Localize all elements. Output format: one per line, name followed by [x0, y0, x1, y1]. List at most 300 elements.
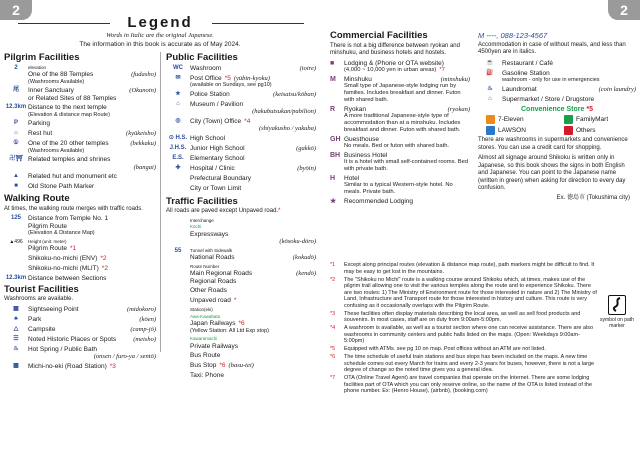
lodging-desc-text: Similar to a typical Western-style hotel. No meals. Private bath. [344, 182, 453, 196]
traffic-row [166, 352, 316, 360]
item-main [502, 96, 636, 104]
item-label: High School [190, 134, 226, 142]
walking-text [28, 239, 156, 253]
item-label: Private Railways [190, 342, 239, 350]
public-icon [166, 155, 190, 163]
icon-sublabel: Kawaramachi [190, 336, 218, 341]
item-label: Rest hut [28, 130, 53, 137]
icon-glyph: ★ [175, 90, 181, 97]
icon-glyph: ✉ [175, 74, 181, 81]
lodging-type-row [330, 60, 470, 74]
item-main [190, 254, 316, 262]
footnote [330, 262, 598, 275]
lodging-type-row [330, 175, 470, 196]
lodging-letter: M [330, 75, 336, 83]
item-jp-inline: (basu-tei) [228, 362, 254, 369]
icon-sublabel: Kōchi [190, 224, 202, 229]
public-icon [166, 75, 190, 83]
footnote-text: OTA (Online Travel Agent) are travel companies that operate on the Internet. There are some lodging facilities part of OTA which you can only reserve online, so the name of the OTA is listed instead of the phone number. Ex: (Henro House), (airbnb), (booking.com) [344, 375, 593, 394]
item-main [190, 320, 316, 328]
footnote-mark: *7 [439, 67, 445, 73]
icon-glyph: ♨ [13, 345, 19, 352]
pilgrim-row [4, 120, 156, 128]
item-label: Bus Stop [190, 362, 217, 369]
item-jp-2: (shiyakusho / yakuba) [258, 125, 316, 132]
item-jp: (kokudō) [292, 254, 316, 261]
item-label: Hot Spring / Public Bath [28, 345, 98, 353]
tourist-icon [4, 316, 28, 324]
item-label: Distance to the next temple [28, 104, 107, 111]
traffic-text [190, 248, 316, 262]
item-jp: (meisho) [133, 335, 156, 343]
store-color-icon [486, 126, 495, 135]
shop-icon [478, 96, 502, 104]
convenience-store [486, 126, 558, 135]
item-label: Junior High School [190, 144, 245, 152]
store-color-icon [564, 115, 573, 124]
shop-icon [478, 60, 502, 68]
traffic-text [190, 362, 316, 370]
icon-glyph: ⌂ [14, 130, 18, 137]
icon-sublabel: Awa-Kawabata [190, 313, 221, 319]
traffic-text [190, 264, 316, 286]
item-main [28, 140, 156, 148]
item-label: Bus Route [190, 352, 221, 359]
traffic-text [190, 307, 316, 334]
footnote [330, 277, 598, 310]
item-label: Taxi: Phone [190, 372, 224, 379]
path-marker [600, 295, 634, 329]
walking-row [4, 239, 156, 253]
footnote-mark: *4 [330, 325, 336, 331]
public-icon [166, 175, 190, 183]
tourist-text [28, 346, 156, 361]
footnote-mark: *6 [330, 354, 336, 360]
icon-label: Tunnel with Sidewalk [190, 247, 233, 253]
pilgrim-icon [4, 140, 28, 148]
public-text [190, 145, 316, 153]
commercial-section [330, 32, 470, 208]
lodging-info-section [478, 32, 636, 202]
public-icon [166, 135, 190, 143]
traffic-icon [166, 218, 190, 226]
item-jp: (kyūkeisho) [126, 130, 156, 137]
public-text [190, 175, 316, 183]
icon-glyph: ▩ [13, 362, 19, 369]
item-label: Hospital / Clinic [190, 164, 235, 172]
pilgrim-text [28, 156, 156, 171]
public-text [190, 165, 316, 173]
lodging-body [344, 136, 470, 150]
public-icon [166, 145, 190, 153]
footnote-text: The time schedule of useful train stations and bus stops has been included on the maps. A new time schedule comes out every March for trains and every 2-3 years for buses, however, there is not a large degree of change so the noted time gives you a general idea. [344, 354, 595, 373]
item-main [28, 265, 156, 273]
footnote-mark: * [233, 297, 237, 304]
traffic-text [190, 336, 316, 350]
shop-row [478, 60, 636, 68]
footnote-mark: *5 [330, 346, 336, 352]
item-sub: (Elevation & Distance Map) [28, 230, 95, 236]
item-main [190, 155, 316, 163]
item-label: Shikoku-no-michi (MLIT) [28, 264, 99, 272]
pilgrim-icon [4, 156, 28, 164]
item-main [28, 104, 156, 112]
traffic-row [166, 248, 316, 262]
public-text [190, 101, 316, 116]
lodging-letter: ■ [330, 59, 335, 67]
item-label: Parking [28, 120, 51, 127]
walking-text [28, 265, 156, 273]
traffic-note: All roads are paved except Unpaved road.* [166, 208, 281, 214]
convenience-heading: Convenience Store *5 [521, 105, 593, 113]
public-icon [166, 118, 190, 126]
public-icon [166, 165, 190, 173]
store-name: Others [576, 126, 596, 134]
walking-row [4, 275, 156, 283]
pilgrim-icon [4, 104, 28, 112]
walking-icon [4, 215, 28, 223]
walking-icon [4, 255, 28, 263]
phone-note: Accommodation in case of without meals, and less than 4500yen are in italics. [478, 41, 626, 55]
item-main [190, 65, 316, 73]
item-main [28, 215, 156, 223]
icon-glyph: 尾 [12, 87, 19, 94]
icon-glyph: △ [13, 325, 19, 332]
pilgrim-icon [4, 130, 28, 138]
footnote-mark: *6 [238, 320, 245, 327]
icon-glyph: 2 [14, 64, 18, 71]
tourist-row [4, 346, 156, 361]
traffic-text [190, 352, 316, 360]
shop-text [502, 60, 636, 68]
item-label: Other Roads [190, 287, 227, 294]
footnote-mark: *3 [109, 362, 116, 370]
lodging-title [344, 60, 470, 68]
traffic-row [166, 307, 316, 334]
tourist-icon [4, 326, 28, 334]
convenience-store [564, 115, 636, 124]
lodging-name: Hotel [344, 174, 360, 182]
store-color-icon [564, 126, 573, 135]
item-main [28, 245, 156, 253]
item-main [190, 362, 316, 370]
tourist-row [4, 336, 156, 344]
footnote-text: The "Shikoku no Michi" route is a walking course around Shikoku which, at times, makes use of the pilgrim trail allowing one to visit the various temples along the route and to experience Shikoku. There are two routes: 1) The Ministry of Environment route for those interested in nature and 2) The Ministry of Land, Infrastructure and Transport route for those interested in history and culture. This route is very confusing as it occasionally overlaps with the Pilgrim Route. [344, 276, 597, 309]
item-jp: (midokoro) [126, 305, 156, 313]
item-main [190, 287, 316, 295]
lodging-body [344, 198, 470, 206]
public-heading: Public Facilities [166, 52, 238, 63]
lodging-title [344, 152, 470, 160]
public-icon [166, 185, 190, 193]
commercial-heading: Commercial Facilities [330, 30, 428, 41]
item-main [28, 255, 156, 263]
lodging-name: Recommended Lodging [344, 198, 414, 206]
icon-glyph: ① [13, 140, 19, 147]
icon-glyph: ◎ [175, 117, 181, 124]
icon-glyph: ▲ [13, 173, 19, 180]
item-main [190, 91, 316, 99]
walking-text [28, 275, 156, 283]
item-label-2: Regional Roads [190, 277, 237, 285]
traffic-icon [166, 352, 190, 360]
footnote-mark: *2 [100, 254, 107, 262]
icon-glyph: 125 [10, 215, 21, 222]
item-jp: (kendō) [296, 270, 316, 277]
lodging-type-row [330, 198, 470, 206]
public-text [190, 155, 316, 163]
item-main [190, 101, 316, 109]
icon-glyph: ■ [14, 183, 18, 190]
lodging-desc [344, 113, 470, 133]
tourist-row [4, 316, 156, 324]
item-main [190, 270, 316, 278]
lodging-body [344, 175, 470, 196]
public-row [166, 145, 316, 153]
icon-glyph: 卍⛩ [9, 156, 23, 163]
item-label: City or Town Limit [190, 184, 242, 192]
footnote-mark: *4 [244, 117, 251, 125]
pilgrim-row [4, 130, 156, 138]
lodging-body [344, 76, 470, 104]
item-jp-2: (hakubutsukan/pabilion) [252, 108, 316, 115]
item-jp: (Okunoin) [129, 87, 156, 94]
lodging-letter: ★ [330, 198, 337, 206]
pilgrim-text [28, 87, 156, 102]
footnote-text: A washroom is available, as well as a tourist section where one can receive assistance. There are also washrooms in community centers and public halls listed on the maps. (Open: Weekdays 9:00am-5:00pm) [344, 325, 594, 344]
public-text [190, 65, 316, 73]
item-sub: (Elevation & distance map Route) [28, 111, 110, 118]
lodging-name: Business Hotel [344, 151, 388, 159]
item-label-2: Pilgrim Route [28, 222, 68, 230]
item-main [28, 306, 156, 314]
item-jp: (bekkaku) [130, 140, 156, 147]
traffic-text [190, 287, 316, 295]
pilgrim-text [28, 173, 156, 181]
item-label: Sightseeing Point [28, 305, 79, 313]
pilgrim-text [28, 104, 156, 118]
item-jp-2: (onsen / furo-ya / sentō) [93, 353, 156, 360]
item-main [190, 118, 316, 126]
pilgrim-icon [4, 183, 28, 191]
tourist-text [28, 326, 156, 334]
item-main [190, 175, 316, 183]
lodging-body [344, 152, 470, 173]
lodging-title [344, 76, 470, 84]
lodging-name: Lodging & (Phone or OTA website) [344, 59, 444, 67]
item-sub: (Yellow Station: All Ltd Exp stop) [190, 327, 269, 334]
item-label: One of the 20 other temples [28, 140, 109, 147]
traffic-row [166, 372, 316, 380]
item-main [190, 231, 316, 239]
lodging-title [344, 106, 470, 114]
footnotes [330, 262, 598, 396]
item-label: Old Stone Path Marker [28, 183, 95, 190]
footnote-mark: *2 [101, 264, 108, 272]
public-text [190, 185, 316, 193]
commercial-intro: There is not a big difference between ryokan and minshuku, and business hotels and hostels. [330, 42, 460, 56]
item-main [190, 165, 316, 173]
lodging-title [344, 175, 470, 183]
item-label: Main Regional Roads [190, 270, 253, 277]
item-jp-2: (kōsoku-dōro) [279, 238, 316, 245]
item-jp-2: (bangai) [133, 163, 156, 171]
page-number-right: 2 [608, 0, 640, 20]
shop-text [502, 86, 636, 94]
item-main [502, 70, 636, 78]
item-main [28, 120, 156, 128]
public-icon [166, 65, 190, 73]
item-main [28, 326, 156, 334]
pilgrim-text [28, 183, 156, 191]
footnote [330, 325, 598, 345]
traffic-row [166, 218, 316, 246]
pilgrim-row [4, 87, 156, 102]
shop-text [502, 70, 636, 84]
public-row [166, 65, 316, 73]
lodging-name: Ryokan [344, 105, 367, 113]
lodging-desc-text: A more traditional Japanese-style type of accommodation than at a minshuku. Includes breakfast and dinner. Futon with shared bath. [344, 113, 461, 133]
item-jp: (coin laundry) [598, 85, 636, 93]
lodging-name: Guesthouse [344, 135, 380, 143]
traffic-text [190, 372, 316, 380]
icon-glyph: ▦ [13, 305, 19, 312]
traffic-row [166, 362, 316, 370]
walking-icon [4, 265, 28, 273]
path-marker-icon [608, 295, 626, 315]
walking-icon [4, 239, 28, 247]
lodging-desc-text: (4,000 ~ 10,000 yen in urban areas) [344, 67, 437, 73]
traffic-row [166, 297, 316, 305]
item-jp: (fudasho) [131, 71, 156, 78]
item-label: Inner Sanctuary [28, 87, 74, 94]
icon-value: ▲496 [9, 238, 23, 245]
signs-example: Ex. 徳島市 (Tokushima city) [556, 194, 630, 201]
walking-row [4, 255, 156, 263]
lodging-letter: H [330, 174, 336, 182]
footnote [330, 375, 598, 395]
convenience-store [564, 126, 636, 135]
public-row [166, 135, 316, 143]
icon-glyph: ⌂ [176, 100, 180, 107]
tourist-text [28, 336, 156, 344]
footnote [330, 346, 598, 353]
item-label: Campsite [28, 325, 56, 333]
item-label-2: or Related Sites of 88 Temples [28, 94, 117, 102]
icon-glyph: E.S. [172, 154, 184, 161]
item-sub: (Washrooms Available) [28, 147, 85, 154]
legend-rule-right [212, 23, 304, 24]
footnote-text: Equipped with ATMs. see pg 10 on map. Post offices without an ATM are not listed. [344, 346, 546, 352]
item-label: Related hut and monument etc [28, 173, 117, 180]
lodging-letter: GH [330, 135, 341, 143]
item-main [190, 372, 316, 380]
icon-glyph: ⊙ H.S. [168, 134, 188, 141]
footnote [330, 311, 598, 324]
tourist-row [4, 326, 156, 334]
pilgrim-icon [4, 173, 28, 181]
traffic-icon [166, 297, 190, 305]
pilgrim-row [4, 183, 156, 191]
item-label: Museum / Pavilion [190, 100, 244, 108]
lodging-type-row [330, 136, 470, 150]
icon-glyph: ♣ [14, 315, 18, 322]
shop-icon [478, 70, 502, 78]
item-main [190, 297, 316, 305]
public-text [190, 75, 316, 89]
public-text [190, 118, 316, 133]
store-name: FamilyMart [576, 115, 609, 123]
footnote-mark: *2 [330, 276, 336, 283]
public-row [166, 155, 316, 163]
icon-label: Station(eki) [190, 307, 213, 312]
item-main [28, 363, 156, 371]
shop-row [478, 70, 636, 84]
item-jp-inline: (yūbin-kyoku) [233, 74, 270, 82]
item-label: Michi-no-eki (Road Station) [28, 362, 107, 370]
public-row [166, 118, 316, 133]
pilgrim-icon [4, 65, 28, 73]
pilgrim-section [4, 54, 156, 373]
tourist-text [28, 316, 156, 324]
pilgrim-icon [4, 120, 28, 128]
icon-glyph: 12.3km [5, 104, 27, 111]
traffic-row [166, 336, 316, 350]
icon-glyph: J.H.S. [169, 144, 187, 151]
traffic-icon [166, 362, 190, 370]
icon-glyph: ♨ [487, 85, 493, 92]
store-name: 7-Eleven [498, 115, 524, 123]
lodging-title [344, 198, 470, 206]
pilgrim-text [28, 140, 156, 154]
tourist-heading: Tourist Facilities [4, 283, 79, 295]
pilgrim-row [4, 140, 156, 154]
lodging-letter: BH [330, 151, 341, 159]
item-main [28, 183, 156, 191]
walking-heading: Walking Route [4, 193, 70, 204]
traffic-icon [166, 264, 190, 272]
public-row [166, 101, 316, 116]
item-label: Washroom [190, 64, 222, 72]
item-label: Elementary School [190, 154, 245, 162]
walking-row [4, 265, 156, 273]
item-main [28, 173, 156, 181]
item-label: Gasoline Station [502, 69, 550, 77]
item-label: National Roads [190, 254, 235, 261]
lodging-body [344, 60, 470, 74]
path-marker-caption: symbol on path marker [600, 317, 634, 329]
walking-text [28, 255, 156, 263]
footnote-mark: *1 [70, 245, 77, 252]
icon-glyph: WC [173, 64, 183, 71]
lodging-desc [344, 83, 470, 103]
lodging-desc-text: No meals. Bed or futon with shared bath. [344, 143, 450, 150]
tourist-icon [4, 346, 28, 354]
item-main [190, 75, 316, 83]
footnote-text: These facilities often display materials describing the local area, as well as sell food products and souvenirs. In most cases, staff are on duty from 9:00am-5:00pm. [344, 310, 581, 323]
item-sub: (Washrooms Available) [28, 78, 85, 85]
public-text [190, 135, 316, 143]
item-label: City (Town) Office [190, 117, 242, 125]
traffic-icon [166, 336, 190, 344]
item-jp: (keisatsu/kōban) [273, 90, 316, 98]
item-label: Pilgrim Route [28, 245, 68, 252]
pilgrim-row [4, 65, 156, 86]
shop-row [478, 96, 636, 104]
lodging-desc-text: It is a hotel with small self-contained rooms. Bed with private bath. [344, 159, 469, 173]
public-row [166, 175, 316, 183]
item-label: Distance between Sections [28, 274, 107, 282]
